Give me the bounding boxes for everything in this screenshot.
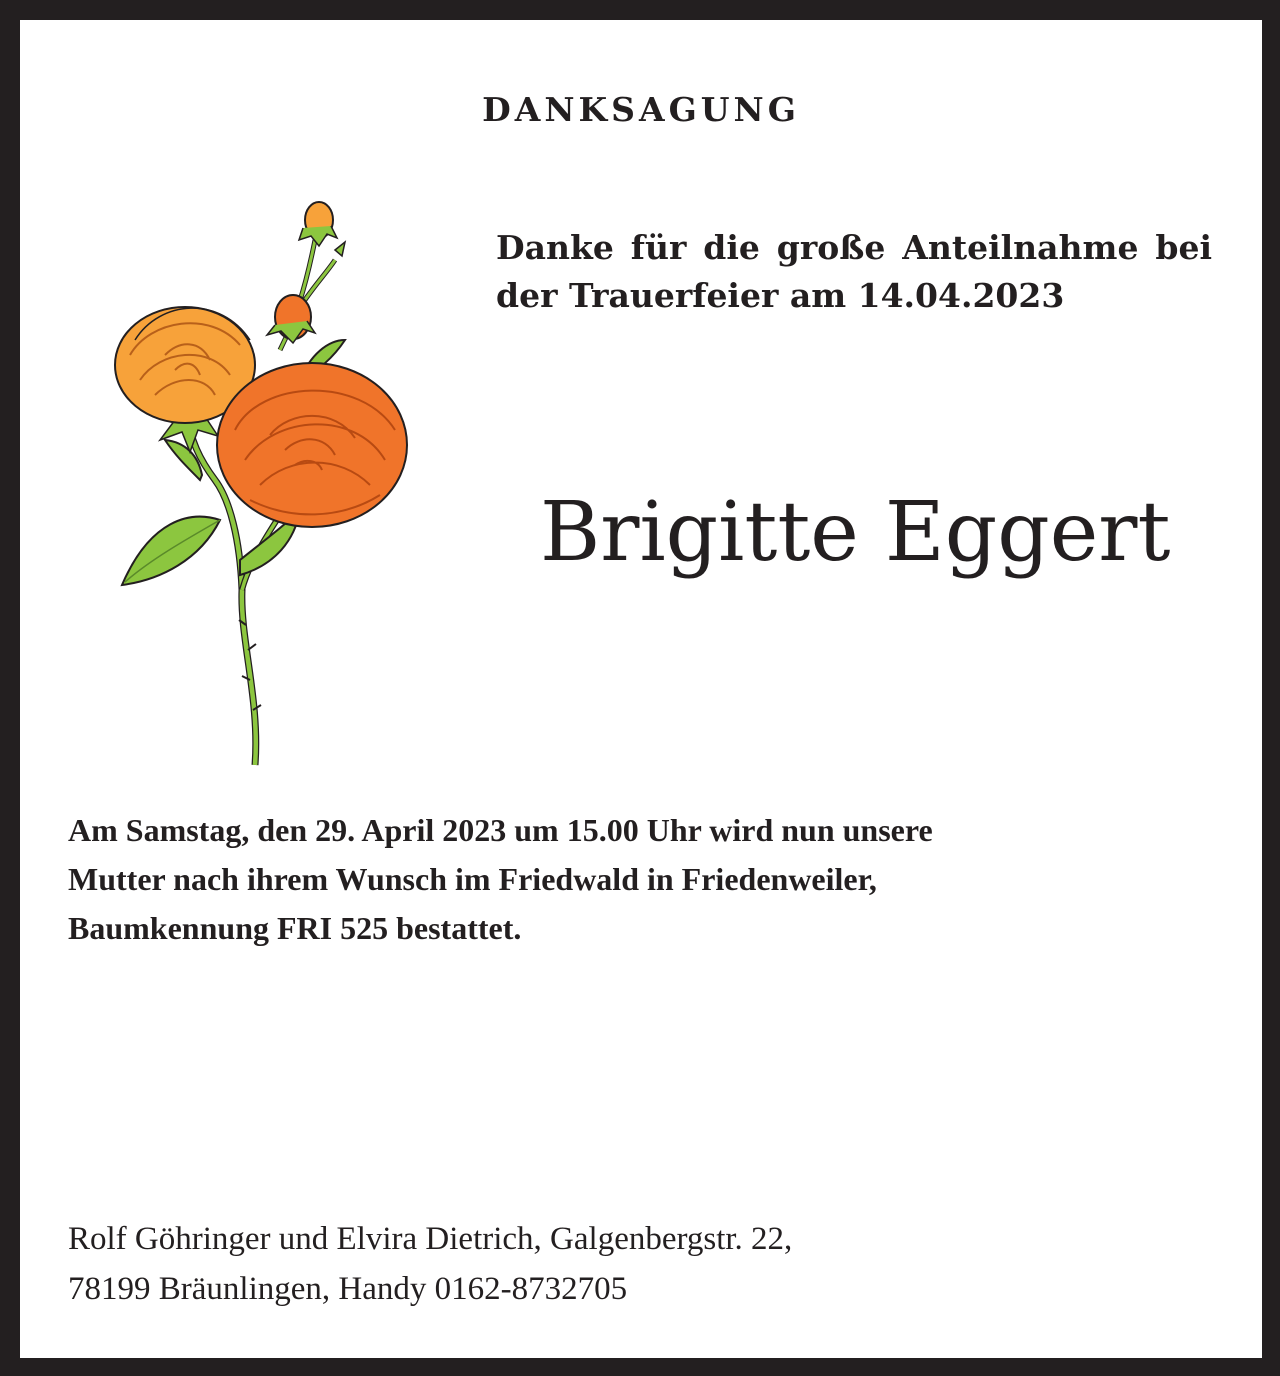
announcement-line-3: Baumkennung FRI 525 bestattet. [68,910,522,946]
contact-info [68,1214,1228,1314]
announcement-line-2: Mutter nach ihrem Wunsch im Friedwald in Friedenweiler, [68,861,877,897]
deceased-name: Brigitte Eggert [540,485,1171,580]
thanks-line-2: der Trauerfeier am 14.04.2023 [496,276,1065,315]
announcement-line-1: Am Samstag, den 29. April 2023 um 15.00 Uhr wird nun unsere [68,812,933,848]
rose-illustration-icon [90,180,420,780]
contact-line-2: 78199 Bräunlingen, Handy 0162-8732705 [68,1271,628,1307]
contact-line-1: Rolf Göhringer und Elvira Dietrich, Galgenbergstr. 22, [68,1221,793,1257]
funeral-announcement [68,806,1228,953]
thanks-line-1: Danke für die große Anteilnahme bei [496,228,1212,267]
page-title: DANKSAGUNG [482,90,800,129]
obituary-card [20,20,1262,1358]
thanks-text [496,224,1212,320]
